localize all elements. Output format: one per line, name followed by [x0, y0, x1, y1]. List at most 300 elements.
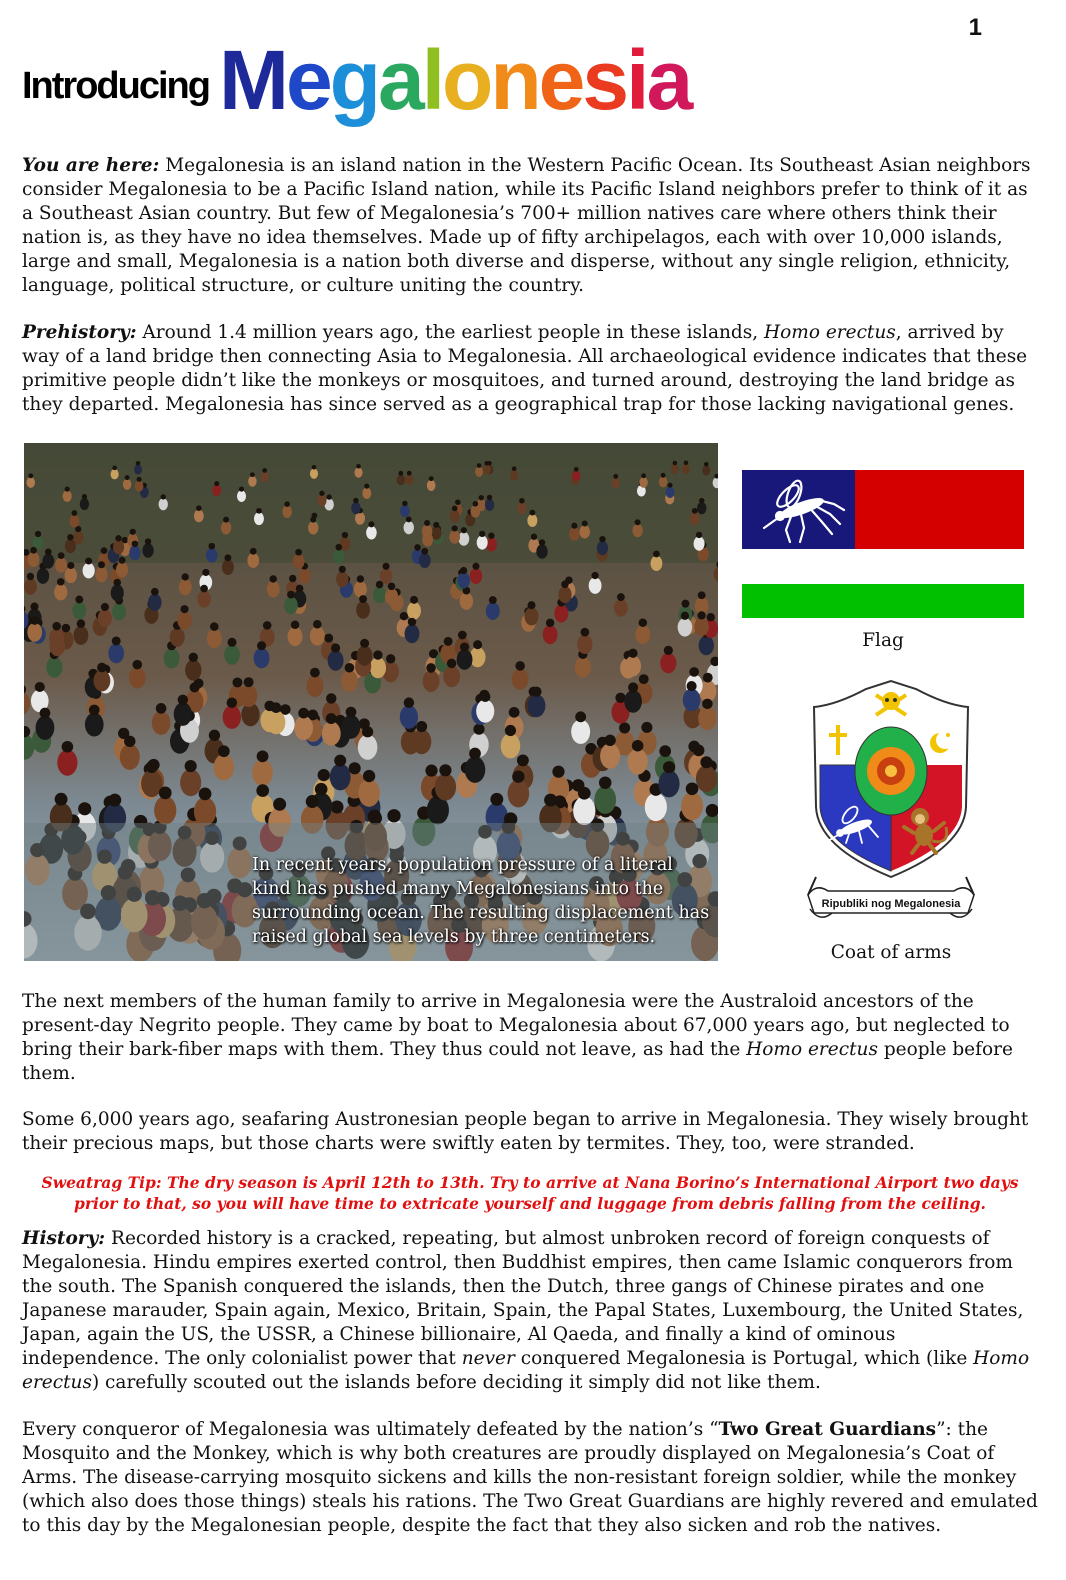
- crowd-body: [470, 568, 482, 584]
- crowd-head: [362, 726, 373, 737]
- crowd-head: [256, 784, 269, 797]
- title-letter: e: [538, 33, 583, 127]
- crowd-body: [221, 521, 231, 534]
- flag-white-stripe: [742, 549, 1024, 584]
- crowd-head: [330, 800, 343, 813]
- crowd-head: [209, 730, 220, 741]
- crowd-head: [28, 473, 33, 478]
- crowd-head: [263, 621, 272, 630]
- crowd-head: [115, 535, 121, 541]
- crowd-body: [366, 526, 377, 540]
- crowd-head: [136, 461, 141, 466]
- crowd-head: [57, 578, 64, 585]
- crowd-head: [704, 462, 709, 467]
- crowd-body: [98, 609, 112, 627]
- crowd-body: [65, 539, 76, 553]
- crowd-body: [134, 464, 142, 474]
- crowd-body: [164, 648, 180, 668]
- crowd-head: [386, 654, 395, 663]
- crowd-head: [387, 809, 400, 822]
- crowd-body: [194, 510, 204, 523]
- crowd-body: [635, 625, 650, 644]
- crowd-body: [308, 521, 318, 534]
- crowd-head: [98, 561, 105, 568]
- crowd-head: [484, 461, 489, 466]
- crowd-body: [293, 554, 305, 569]
- crowd-head: [703, 673, 713, 683]
- crowd-body: [517, 502, 527, 514]
- crowd-head: [360, 639, 369, 648]
- coat-of-arms-drawing: [806, 677, 976, 937]
- crowd-head: [101, 603, 109, 611]
- crowd-body: [247, 553, 259, 568]
- crowd-head: [65, 486, 70, 491]
- text-history-em2: Homo erectus: [22, 1348, 1030, 1393]
- crowd-body: [400, 505, 410, 517]
- crowd-body: [597, 541, 608, 555]
- crowd-body: [678, 618, 693, 637]
- text-guardians-strong: Two Great Guardians: [718, 1419, 937, 1440]
- crowd-head: [512, 466, 517, 471]
- coa-scroll-banner: [808, 877, 974, 917]
- crowd-head: [615, 693, 625, 703]
- crowd-body: [342, 715, 361, 739]
- crowd-head: [661, 473, 666, 478]
- crowd-head: [373, 650, 382, 659]
- crowd-head: [410, 596, 418, 604]
- crowd-body: [407, 602, 421, 620]
- crowd-body: [248, 476, 256, 487]
- crowd-head: [472, 563, 479, 570]
- crowd-head: [408, 618, 416, 626]
- crowd-head: [487, 495, 492, 500]
- crowd-head: [284, 501, 290, 507]
- crowd-head: [342, 532, 348, 538]
- crowd-head: [667, 483, 672, 488]
- crowd-body: [330, 764, 351, 791]
- crowd-head: [653, 551, 660, 558]
- crowd-head: [145, 538, 151, 544]
- crowd-head: [326, 693, 336, 703]
- text-history-a: Recorded history is a cracked, repeating, but almost unbroken record of foreign conquests of Megalonesia. Hindu empires exerted control, then Buddhist empires, then came Islamic conquerors from the south. The Spanish conquered the islands, then the Dutch, three gangs of Chinese pirates and one Japanese marauder, Spain again, Mexico, Britain, Spain, the Papal States, Luxembourg, the United States, Japan, again the US, the USSR, a Chinese billionaire, Al Qaeda, and finally a kind of ominous independence. The only colonialist power that: [22, 1228, 1024, 1369]
- lead-history: History:: [22, 1228, 106, 1249]
- crowd-head: [575, 711, 586, 722]
- crowd-body: [129, 667, 146, 688]
- crowd-body: [73, 626, 88, 645]
- crowd-head: [119, 557, 126, 564]
- title-intro: Introducing: [22, 65, 209, 107]
- crowd-body: [524, 607, 538, 625]
- crowd-body: [129, 546, 140, 561]
- crowd-head: [578, 787, 591, 800]
- crowd-head: [196, 505, 202, 511]
- text-prehistory-em: Homo erectus: [764, 322, 896, 343]
- crowd-head: [30, 616, 38, 624]
- crowd-body: [628, 749, 648, 775]
- crowd-head: [295, 549, 302, 556]
- crowd-head: [429, 476, 434, 481]
- crowd-body: [112, 603, 126, 621]
- title-letter: g: [329, 33, 378, 127]
- crowd-head: [178, 695, 188, 705]
- crowd-head: [696, 532, 702, 538]
- crowd-head: [699, 498, 704, 503]
- text-prehistory-b: , arrived by way of a land bridge then connecting Asia to Megalonesia. All archaeological evidence indicates that these primitive people didn’t like the monkeys or mosquitoes, and turned around, destroying the land bridge as they departed. Megalonesia has since served as a geographical trap for those lacking navigational genes.: [22, 322, 1028, 415]
- crowd-head: [641, 473, 646, 478]
- crowd-body: [310, 626, 325, 645]
- crowd-head: [269, 575, 276, 582]
- crowd-body: [252, 759, 273, 786]
- paragraph-guardians: [22, 1418, 1038, 1538]
- page-title: [22, 33, 691, 127]
- crowd-head: [619, 722, 630, 733]
- crowd-head: [424, 520, 430, 526]
- crowd-body: [449, 530, 460, 544]
- crowd-head: [447, 659, 457, 669]
- crowd-head: [369, 812, 382, 825]
- crowd-head: [469, 748, 481, 760]
- crowd-body: [571, 720, 590, 744]
- crowd-body: [457, 572, 470, 588]
- crowd-body: [306, 675, 323, 697]
- crowd-body: [435, 773, 456, 800]
- crowd-body: [113, 540, 124, 554]
- crowd-body: [224, 645, 240, 665]
- crowd-head: [416, 721, 427, 732]
- crowd-body: [358, 735, 378, 760]
- crowd-head: [473, 640, 482, 649]
- crowd-head: [663, 761, 675, 773]
- text-prehistory-a: Around 1.4 million years ago, the earliest people in these islands,: [136, 322, 764, 343]
- crowd-body: [83, 563, 95, 579]
- crowd-head: [346, 707, 357, 718]
- crowd-head: [112, 636, 121, 645]
- text-you-are-here: Megalonesia is an island nation in the Western Pacific Ocean. Its Southeast Asian neighbors consider Megalonesia to be a Pacific Island nation, while its Pacific Island neighbors prefer to think of it as a Southeast Asian country. But few of Megalonesia’s 700+ million natives care where others think their nation is, as they have no idea themselves. Made up of fifty archipelagos, each with over 10,000 islands, large and small, Megalonesia is a nation both diverse and disperse, without any single religion, ethnicity, language, political structure, or culture uniting the country.: [22, 155, 1031, 296]
- crowd-head: [202, 569, 209, 576]
- crowd-head: [62, 624, 71, 633]
- crowd-head: [310, 517, 316, 523]
- crowd-body: [284, 597, 298, 615]
- crowd-body: [237, 490, 246, 502]
- crowd-body: [483, 464, 491, 474]
- text-australoid-em: Homo erectus: [746, 1039, 878, 1060]
- crowd-head: [702, 699, 713, 710]
- crowd-head: [458, 631, 467, 640]
- crowd-body: [240, 685, 257, 707]
- crowd-body: [310, 468, 318, 478]
- crowd-head: [156, 703, 167, 714]
- crowd-head: [296, 585, 304, 593]
- crowd-head: [489, 596, 497, 604]
- crowd-head: [200, 585, 208, 593]
- crowd-body: [683, 689, 701, 712]
- crowd-head: [35, 682, 45, 692]
- crowd-head: [552, 766, 564, 778]
- crowd-body: [527, 514, 537, 527]
- crowd-body: [465, 756, 486, 782]
- crowd-head: [681, 612, 689, 620]
- crowd-head: [382, 563, 389, 570]
- crowd-head: [512, 770, 524, 782]
- crowd-head: [700, 756, 712, 768]
- paragraph-australoid: [22, 990, 1038, 1086]
- crowd-head: [613, 474, 618, 479]
- crowd-body: [671, 464, 679, 474]
- crowd-head: [349, 762, 361, 774]
- crowd-body: [443, 666, 460, 687]
- crowd-body: [27, 623, 42, 642]
- crowd-head: [490, 793, 503, 806]
- crowd-head: [67, 562, 74, 569]
- crowd-head: [687, 681, 697, 691]
- text-australoid-b: people before them.: [22, 1039, 1013, 1084]
- crowd-body: [423, 670, 440, 692]
- crowd-head: [659, 745, 671, 757]
- crowd-head: [452, 525, 458, 531]
- crowd-head: [527, 601, 535, 609]
- text-history-b: conquered Megalonesia is Portugal, which (like: [514, 1348, 974, 1369]
- crowd-body: [336, 571, 349, 587]
- crowd-head: [599, 776, 611, 788]
- crowd-body: [645, 793, 667, 821]
- crowd-head: [388, 582, 396, 590]
- crowd-body: [681, 792, 703, 820]
- crowd-head: [414, 544, 421, 551]
- crowd-body: [85, 713, 104, 737]
- crowd-head: [561, 581, 569, 589]
- crowd-body: [267, 581, 280, 598]
- crowd-body: [477, 535, 488, 549]
- crowd-head: [218, 745, 230, 757]
- crowd-body: [475, 467, 483, 477]
- crowd-body: [322, 721, 341, 745]
- crowd-head: [130, 529, 136, 535]
- crowd-body: [154, 796, 176, 825]
- crowd-head: [530, 510, 536, 516]
- crowd-body: [267, 710, 286, 734]
- crowd-body: [666, 487, 675, 498]
- crowd-head: [519, 498, 524, 503]
- crowd-head: [228, 638, 237, 647]
- crowd-body: [558, 586, 571, 603]
- flag-red-stripe: [855, 470, 1024, 549]
- crowd-head: [85, 558, 92, 565]
- crowd-head: [684, 460, 689, 465]
- crowd-body: [594, 786, 616, 814]
- crowd-head: [574, 467, 579, 472]
- crowd-head: [707, 613, 715, 621]
- crowd-body: [650, 556, 662, 571]
- crowd-body: [460, 593, 473, 610]
- crowd-body: [179, 579, 192, 596]
- crowd-body: [400, 705, 418, 729]
- crowd-head: [357, 575, 364, 582]
- crowd-body: [694, 617, 709, 636]
- crowd-body: [94, 670, 111, 692]
- crowd-body: [355, 467, 363, 477]
- crowd-head: [108, 794, 121, 807]
- crowd-body: [470, 505, 480, 517]
- crowd-body: [614, 599, 628, 617]
- sun-sphere-icon: [855, 727, 927, 815]
- crowd-body: [341, 670, 358, 692]
- crowd-body: [174, 702, 192, 725]
- crowd-head: [89, 705, 100, 716]
- crowd-head: [125, 475, 130, 480]
- crowd-body: [554, 605, 568, 623]
- crowd-head: [617, 593, 625, 601]
- crowd-head: [185, 760, 197, 772]
- crowd-head: [137, 477, 142, 482]
- crowd-body: [95, 567, 107, 583]
- crowd-head: [398, 471, 403, 476]
- crowd-head: [692, 508, 698, 514]
- crowd-head: [40, 708, 51, 719]
- crowd-head: [190, 682, 200, 692]
- crowd-body: [197, 590, 210, 607]
- crowd-body: [512, 668, 529, 690]
- crowd-head: [331, 643, 340, 652]
- text-australoid-a: The next members of the human family to arrive in Megalonesia were the Australoid ancestors of the present-day Negrito people. They came by boat to Megalonesia about 67,000 years ago, but neglected to bring their bark-fiber maps with them. They thus could not leave, as had the: [22, 991, 1010, 1060]
- crowd-head: [239, 486, 244, 491]
- crowd-head: [326, 494, 331, 499]
- crowd-body: [419, 553, 431, 568]
- crowd-body: [108, 643, 124, 663]
- crowd-head: [210, 622, 219, 631]
- crowd-head: [460, 567, 467, 574]
- crowd-body: [185, 660, 201, 681]
- sweatrag-tip: Sweatrag Tip: The dry season is April 12th to 13th. Try to arrive at Nana Borino’s International Airport two days prior to that, so you will have time to extricate yourself and luggage from debris falling from the ceiling.: [41, 1173, 1019, 1213]
- crowd-head: [287, 591, 295, 599]
- crowd-body: [351, 502, 361, 514]
- crowd-head: [273, 798, 286, 811]
- crowd-head: [531, 687, 541, 697]
- title-megalonesia: [218, 33, 691, 127]
- crowd-body: [207, 629, 222, 648]
- crowd-head: [400, 612, 408, 620]
- crowd-head: [582, 520, 588, 526]
- crowd-head: [227, 697, 237, 707]
- crowd-body: [333, 549, 345, 564]
- crowd-body: [28, 552, 40, 567]
- crowd-body: [639, 477, 647, 488]
- crowd-body: [397, 475, 405, 486]
- crowd-body: [577, 634, 592, 654]
- crowd-head: [488, 533, 494, 539]
- crowd-head: [460, 642, 469, 651]
- crowd-head: [479, 531, 485, 537]
- crowd-body: [486, 602, 500, 620]
- crowd-body: [412, 729, 431, 754]
- crowd-head: [461, 527, 467, 533]
- title-letter: M: [218, 33, 286, 127]
- crowd-body: [612, 478, 620, 489]
- crowd-body: [65, 567, 77, 583]
- crowd-body: [135, 481, 144, 492]
- title-letter: a: [377, 33, 422, 127]
- crowd-head: [479, 495, 484, 500]
- crowd-head: [75, 596, 83, 604]
- crowd-head: [250, 548, 257, 555]
- crowd-body: [261, 472, 269, 483]
- crowd-body: [658, 770, 679, 797]
- crowd-head: [250, 472, 255, 477]
- crowd-head: [531, 534, 537, 540]
- crowd-head: [455, 499, 460, 504]
- crowd-body: [142, 543, 153, 558]
- crowd-head: [182, 573, 189, 580]
- crowd-body: [702, 465, 710, 475]
- title-letter: e: [285, 33, 330, 127]
- crowd-body: [42, 554, 54, 569]
- crowd-body: [212, 485, 221, 496]
- crowd-head: [232, 677, 242, 687]
- crowd-body: [80, 498, 89, 510]
- flag-label: Flag: [862, 630, 904, 651]
- crowd-head: [406, 516, 412, 522]
- crowd-head: [581, 628, 590, 637]
- crowd-head: [133, 660, 143, 670]
- crowd-head: [30, 603, 38, 611]
- crowd-body: [625, 656, 641, 677]
- crowd-head: [315, 783, 328, 796]
- crowd-body: [120, 744, 140, 770]
- crowd-body: [55, 557, 67, 572]
- crowd-head: [404, 697, 414, 707]
- flag-green-stripe: [742, 584, 1024, 618]
- crowd-body: [46, 657, 62, 678]
- crowd-body: [222, 560, 234, 575]
- crowd-head: [444, 637, 453, 646]
- crowd-head: [628, 649, 637, 658]
- crowd-body: [37, 568, 49, 584]
- crowd-body: [328, 650, 344, 671]
- crowd-head: [319, 491, 324, 496]
- crowd-head: [101, 547, 108, 554]
- crowd-head: [439, 764, 451, 776]
- crowd-head: [473, 724, 484, 735]
- crowd-head: [151, 588, 159, 596]
- crowd-body: [63, 490, 72, 502]
- crowd-head: [223, 517, 229, 523]
- crowd-head: [698, 591, 706, 599]
- crowd-head: [639, 674, 649, 684]
- crowd-head: [480, 692, 490, 702]
- paragraph-you-are-here: [22, 154, 1038, 298]
- crowd-body: [476, 699, 494, 722]
- coat-of-arms-image: [806, 677, 976, 937]
- crowd-body: [223, 705, 241, 729]
- crowd-head: [689, 667, 699, 677]
- crowd-head: [114, 579, 121, 586]
- crowd-head: [546, 619, 554, 627]
- coa-banner-text: Ripubliki nog Megalonesia: [821, 898, 961, 910]
- crowd-body: [373, 586, 386, 603]
- flag-drawing: [742, 470, 1024, 618]
- crowd-body: [660, 653, 676, 674]
- crowd-body: [152, 711, 171, 735]
- crowd-head: [426, 663, 436, 673]
- crowd-body: [486, 537, 497, 551]
- lead-prehistory: Prehistory:: [22, 322, 137, 343]
- crowd-head: [199, 788, 212, 801]
- crowd-body: [111, 584, 124, 601]
- crowd-head: [421, 548, 428, 555]
- crowd-body: [358, 779, 380, 807]
- lead-you-are-here: You are here:: [22, 155, 160, 176]
- crowd-head: [35, 531, 41, 537]
- crowd-head: [473, 501, 479, 507]
